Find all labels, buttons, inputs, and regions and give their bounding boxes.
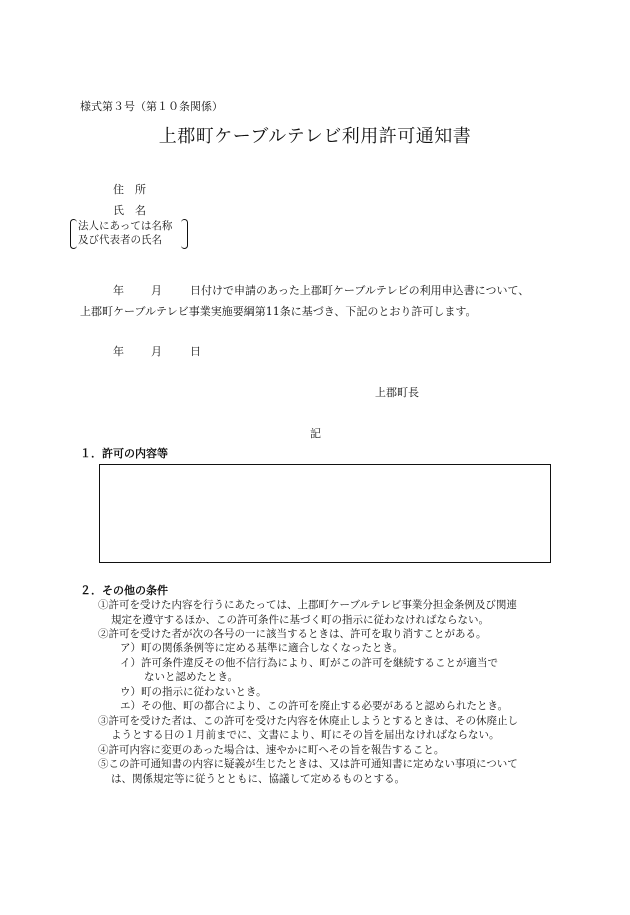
body-line1-rest: 日付けで申請のあった上郡町ケーブルテレビの利用申込書について、 <box>190 284 530 297</box>
section1-title: 許可の内容等 <box>102 447 168 460</box>
condition-line: ③許可を受けた者は、この許可を受けた内容を休廃止しようとするときは、その休廃止し <box>98 715 518 727</box>
section2-title: その他の条件 <box>102 584 168 597</box>
condition-line: ④許可内容に変更のあった場合は、速やかに町へその旨を報告すること。 <box>98 744 445 756</box>
ki-mark: 記 <box>310 427 321 440</box>
section1-number: １． <box>80 447 102 460</box>
condition-line: ウ）町の指示に従わないとき。 <box>120 686 267 698</box>
condition-line: ②許可を受けた者が次の各号の一に該当するときは、許可を取り消すことがある。 <box>98 628 487 640</box>
condition-line: ⑤この許可通知書の内容に疑義が生じたときは、又は許可通知書に定めない事項について <box>98 758 518 770</box>
condition-line: は、関係規定等に従うとともに、協議して定めるものとする。 <box>111 773 405 785</box>
form-number: 様式第３号（第１０条関係） <box>80 100 223 113</box>
corporation-note-line1: 法人にあっては名称 <box>78 220 173 232</box>
body-year: 年 <box>113 284 124 297</box>
left-bracket <box>70 219 77 249</box>
condition-line: 規定を遵守するほか、この許可条件に基づく町の指示に従わなければならない。 <box>111 614 489 626</box>
section2-number: ２． <box>80 584 102 597</box>
issue-year: 年 <box>113 345 124 358</box>
corporation-note <box>70 219 188 249</box>
permit-content-box <box>99 464 551 563</box>
condition-line: イ）許可条件違反その他不信行為により、町がこの許可を継続することが適当で <box>120 657 498 669</box>
issue-month: 月 <box>151 345 162 358</box>
issuer: 上郡町長 <box>375 386 419 399</box>
condition-line: ア）町の関係条例等に定める基準に適合しなくなったとき。 <box>120 642 404 654</box>
address-label: 住 所 <box>113 183 146 196</box>
name-label: 氏 名 <box>113 204 146 217</box>
issue-date <box>113 346 201 357</box>
condition-line: ないと認めたとき。 <box>144 671 239 683</box>
section1-heading <box>80 448 168 459</box>
issue-day: 日 <box>190 345 201 358</box>
body-text-line1 <box>113 285 529 296</box>
condition-line: エ）その他、町の都合により、この許可を廃止する必要があると認められたとき。 <box>120 700 509 712</box>
right-bracket <box>181 219 188 249</box>
document-title: 上郡町ケーブルテレビ利用許可通知書 <box>158 126 472 147</box>
condition-line: ようとする日の１月前までに、文書により、町にその旨を届出なければならない。 <box>111 729 500 741</box>
corporation-note-line2: 及び代表者の氏名 <box>78 234 162 246</box>
body-text-line2: 上郡町ケーブルテレビ事業実施要綱第11条に基づき、下記のとおり許可します。 <box>80 305 477 318</box>
body-month: 月 <box>151 284 162 297</box>
section2-heading <box>80 585 168 596</box>
condition-line: ①許可を受けた内容を行うにあたっては、上郡町ケーブルテレビ事業分担金条例及び関連 <box>98 599 517 611</box>
